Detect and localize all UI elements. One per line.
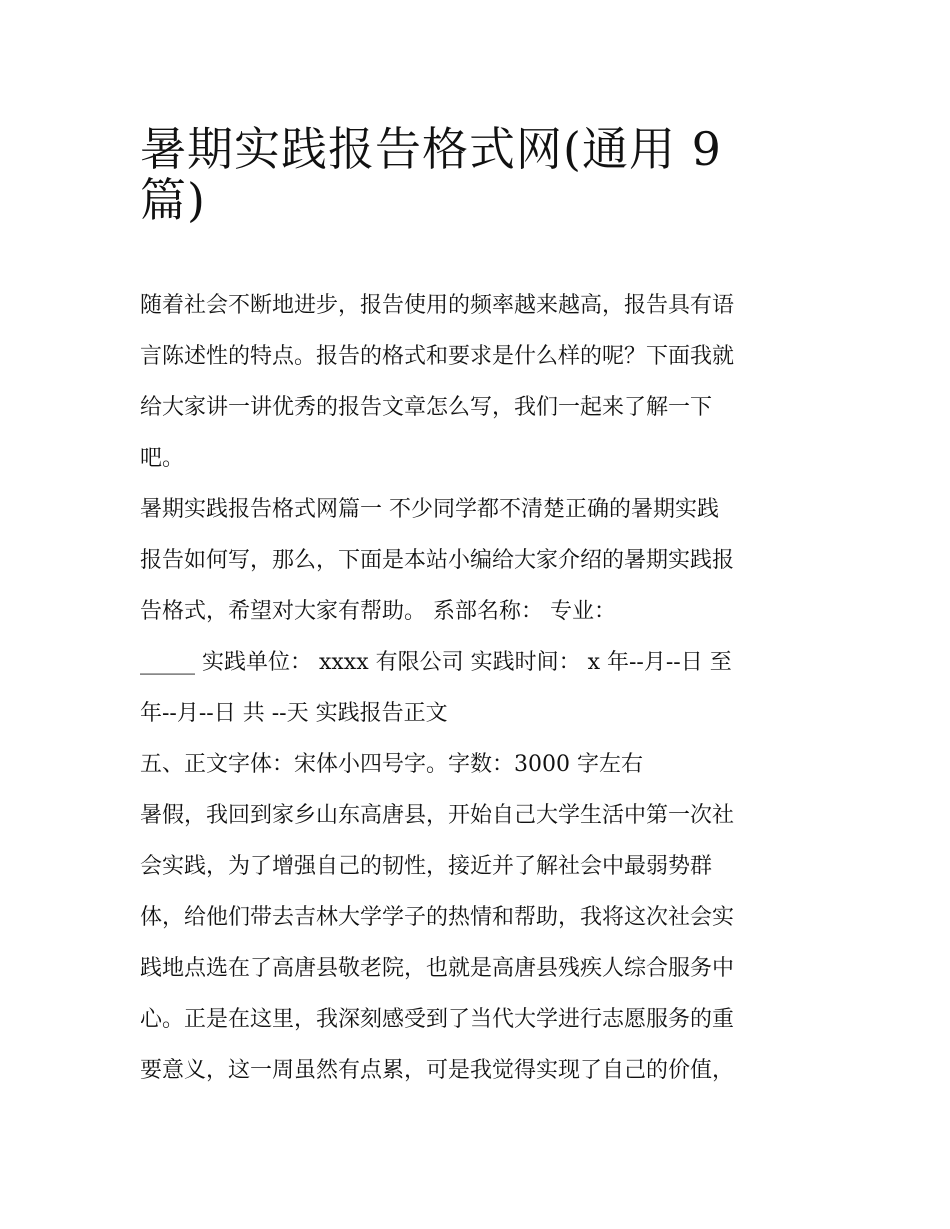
body-line: 践地点选在了高唐县敬老院，也就是高唐县残疾人综合服务中 — [140, 956, 735, 981]
body-line: 五、正文字体：宋体小四号字。字数：3000 字左右 — [140, 752, 643, 777]
document-title — [140, 112, 820, 227]
body-line: 暑期实践报告格式网篇一 不少同学都不清楚正确的暑期实践 — [140, 497, 719, 522]
body-line: 心。正是在这里，我深刻感受到了当代大学进行志愿服务的重 — [140, 1007, 735, 1032]
body-line: 随着社会不断地进步，报告使用的频率越来越高，报告具有语 — [140, 293, 735, 318]
body-line: 吧。 — [140, 446, 185, 471]
document-body — [140, 280, 820, 1096]
body-line: 会实践，为了增强自己的韧性，接近并了解社会中最弱势群 — [140, 854, 713, 879]
title-line: 暑期实践报告格式网(通用 9 — [140, 122, 722, 176]
body-line: 报告如何写，那么，下面是本站小编给大家介绍的暑期实践报 — [140, 548, 735, 573]
body-line: 年--月--日 共 --天 实践报告正文 — [140, 701, 448, 726]
body-line: 要意义，这一周虽然有点累，可是我觉得实现了自己的价值， — [140, 1058, 735, 1083]
body-line: 言陈述性的特点。报告的格式和要求是什么样的呢？下面我就 — [140, 344, 735, 369]
body-line: _____ 实践单位： xxxx 有限公司 实践时间： x 年--月--日 至 — [140, 650, 732, 675]
title-line: 篇) — [140, 173, 206, 227]
body-line: 告格式，希望对大家有帮助。 系部名称： 专业： — [140, 599, 616, 624]
body-line: 暑假，我回到家乡山东高唐县，开始自己大学生活中第一次社 — [140, 803, 735, 828]
body-line: 体，给他们带去吉林大学学子的热情和帮助，我将这次社会实 — [140, 905, 735, 930]
body-line: 给大家讲一讲优秀的报告文章怎么写，我们一起来了解一下 — [140, 395, 713, 420]
